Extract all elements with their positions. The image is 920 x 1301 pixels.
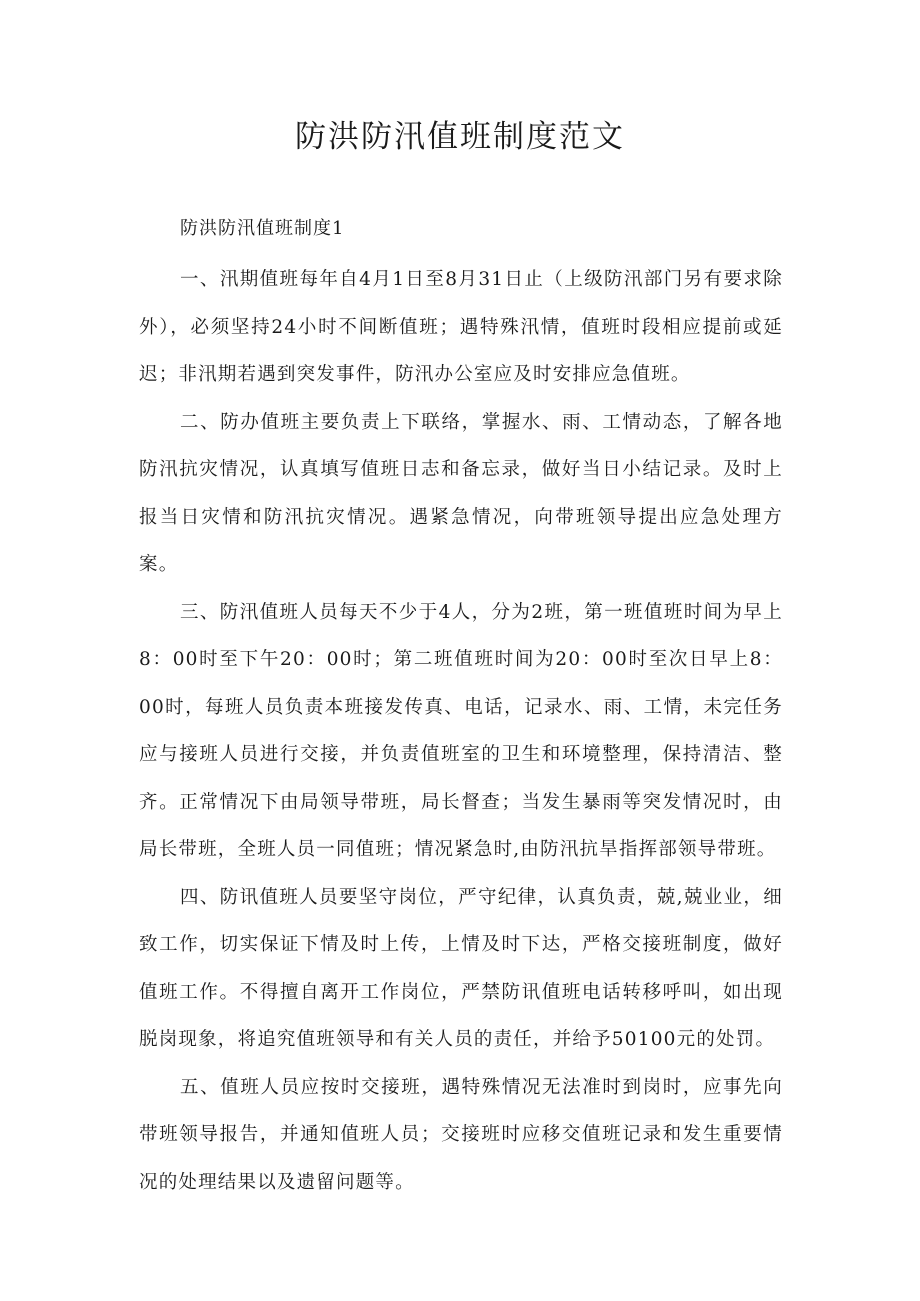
document-title: 防洪防汛值班制度范文 — [295, 119, 625, 155]
paragraph-2: 二、防办值班主要负责上下联络，掌握水、雨、工情动态，了解各地防汛抗灾情况，认真填写值班日志和备忘录，做好当日小结记录。及时上报当日灾情和防汛抗灾情况。遇紧急情况，向带班领导提出应急处理方案。 — [139, 411, 783, 575]
paragraph-5: 五、值班人员应按时交接班，遇特殊情况无法准时到岗时，应事先向带班领导报告，并通知值班人员；交接班时应移交值班记录和发生重要情况的处理结果以及遗留问题等。 — [139, 1076, 783, 1193]
section-subtitle: 防洪防汛值班制度1 — [180, 218, 345, 239]
paragraph-3: 三、防汛值班人员每天不少于4人，分为2班，第一班值班时间为早上8：00时至下午20：00时；第二班值班时间为20：00时至次日早上8：00时，每班人员负责本班接发传真、电话，记录水、雨、工情，未完任务应与接班人员进行交接，并负责值班室的卫生和环境整理，保持清洁、整齐。正常情况下由局领导带班，局长督查；当发生暴雨等突发情况时，由局长带班，全班人员一同值班；情况紧急时,由防汛抗旱指挥部领导带班。 — [139, 601, 783, 860]
paragraph-4: 四、防讯值班人员要坚守岗位，严守纪律，认真负责，兢,兢业业，细致工作，切实保证下情及时上传，上情及时下达，严格交接班制度，做好值班工作。不得擅自离开工作岗位，严禁防讯值班电话转移呼叫，如出现脱岗现象，将追究值班领导和有关人员的责任，并给予50100元的处罚。 — [139, 886, 783, 1050]
paragraph-1: 一、汛期值班每年自4月1日至8月31日止（上级防汛部门另有要求除外），必须坚持24小时不间断值班；遇特殊汛情，值班时段相应提前或延迟；非汛期若遇到突发事件，防汛办公室应及时安排应急值班。 — [139, 269, 783, 385]
document-body — [139, 256, 783, 1206]
